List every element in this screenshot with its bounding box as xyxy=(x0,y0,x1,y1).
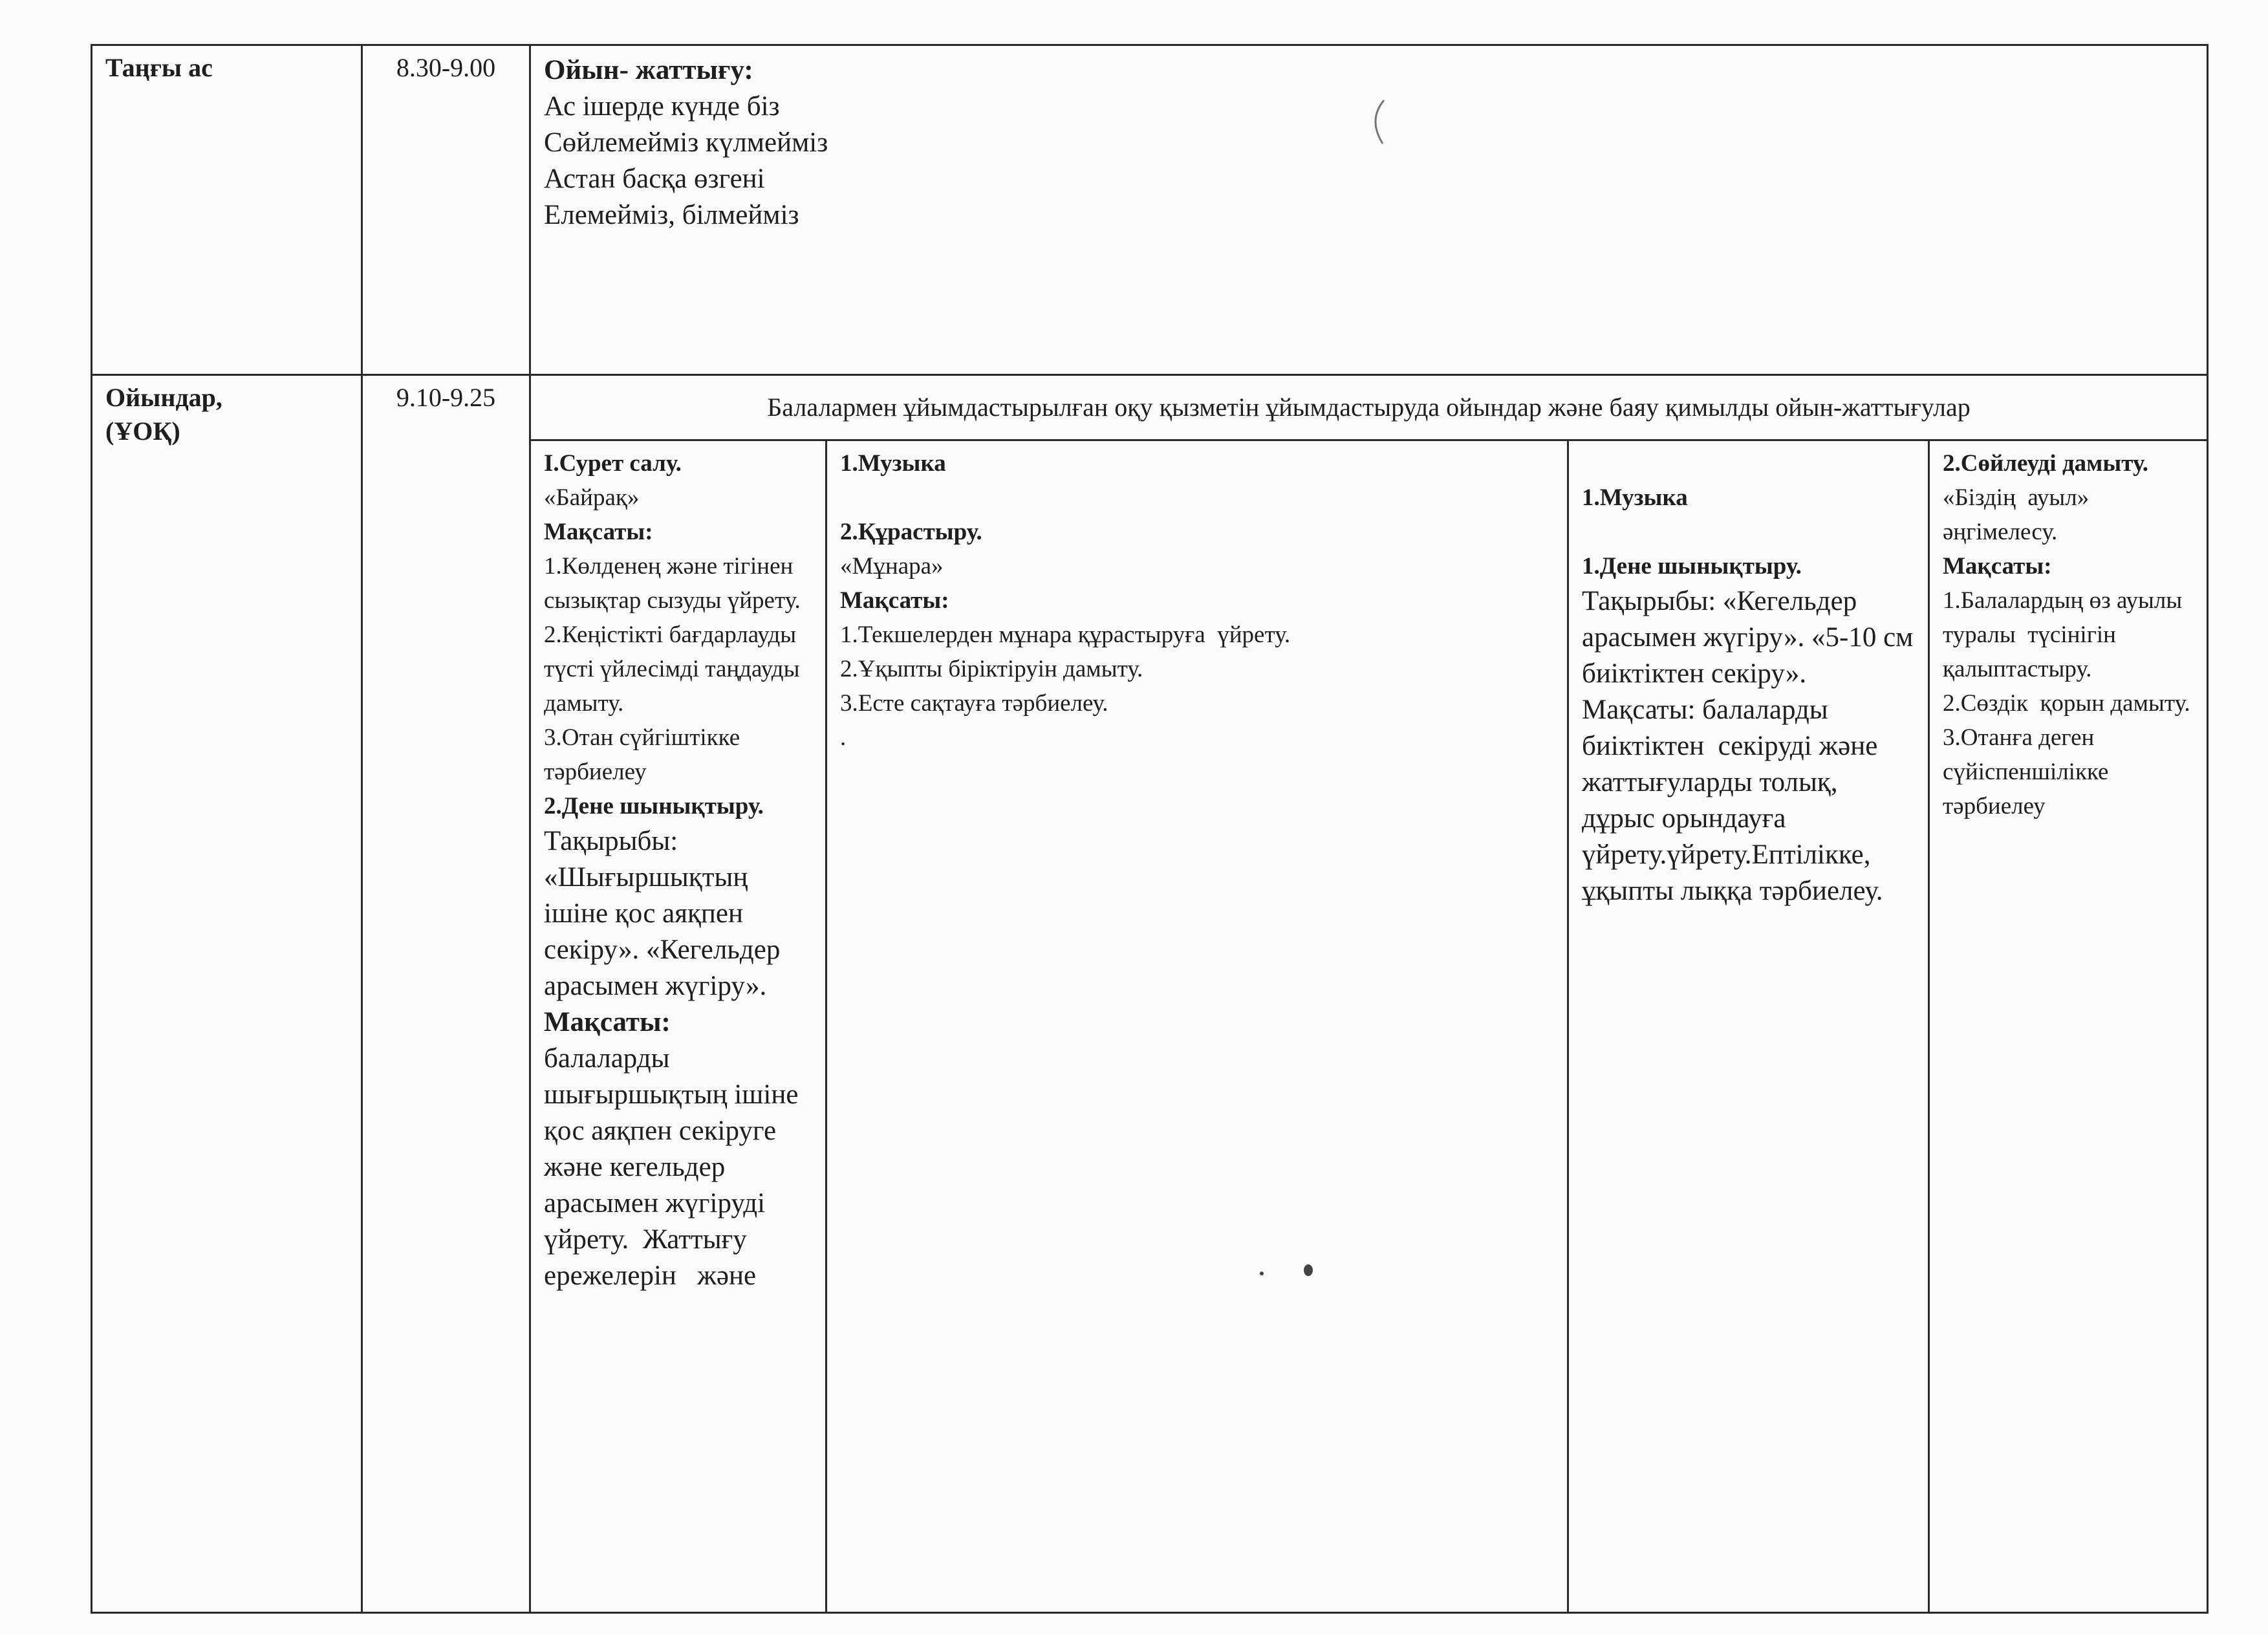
activity-text: 1.Дене шынықтыру. xyxy=(1582,553,1802,579)
activity-text: 1.Балалардың өз ауылы туралы түсінігін қалыптастыру. xyxy=(1943,587,2188,682)
activity-text: 1.Текшелерден мұнара құрастыруға үйрету. xyxy=(840,622,1291,648)
games-banner-text: Балалармен ұйымдастырылған оқу қызметін ұйымдастыруда ойындар және баяу қимылды ойын-жаттығулар xyxy=(767,393,1971,422)
activity-text: 1.Музыка xyxy=(840,450,946,477)
activity-text xyxy=(1582,446,1915,481)
games-time: 9.10-9.25 xyxy=(396,383,496,412)
activity-text: . xyxy=(840,724,847,751)
activity-text xyxy=(840,481,1554,515)
activity-text: I.Сурет салу. xyxy=(544,450,682,477)
activity-text: Мақсаты: xyxy=(544,519,653,545)
breakfast-activity-cell xyxy=(530,45,2208,375)
activity-text: 2.Құрастыру. xyxy=(840,519,982,545)
activity-cell-3 xyxy=(1568,440,1929,1613)
activity-cell-1 xyxy=(530,440,826,1613)
activity-text: 3.Есте сақтауға тәрбиелеу. xyxy=(840,690,1108,717)
activity-text: «Байрақ» xyxy=(544,484,640,511)
scan-speck xyxy=(1304,1264,1313,1276)
table-row-breakfast xyxy=(92,45,2208,375)
activity-text: балаларды шығыршықтың ішіне қос аяқпен секіруге және кегельдер арасымен жүгіруді үйрету. Жаттығу ережелерін және xyxy=(544,1043,806,1291)
activity-text: Тақырыбы: «Кегельдер арасымен жүгіру». «5-10 см биіктіктен секіру». xyxy=(1582,586,1921,689)
activity-text: 3.Отанға деген сүйіспеншілікке тәрбиелеу xyxy=(1943,724,2115,819)
games-label-line-2: (ҰОҚ) xyxy=(105,417,180,446)
activity-list-1 xyxy=(544,446,812,1294)
activity-text: Тақырыбы: «Шығыршықтың ішіне қос аяқпен секіру». «Кегельдер арасымен жүгіру». xyxy=(544,826,788,1001)
poem-line-3: Астан басқа өзгені xyxy=(544,164,765,194)
breakfast-time: 8.30-9.00 xyxy=(396,53,496,82)
breakfast-activity-title: Ойын- жаттығу: xyxy=(544,55,753,85)
activity-list-2 xyxy=(840,446,1554,755)
poem-line-4: Елемейміз, білмейміз xyxy=(544,200,799,230)
time-cell-breakfast xyxy=(362,45,530,375)
activity-list-3 xyxy=(1582,446,1921,909)
row-label-breakfast xyxy=(92,45,362,375)
activity-text xyxy=(1582,515,1915,549)
poem-line-1: Ас ішерде күнде біз xyxy=(544,91,780,122)
activity-text: 2.Ұқыпты біріктіруін дамыту. xyxy=(840,656,1143,682)
activity-text: 3.Отан сүйгіштікке тәрбиелеу xyxy=(544,724,746,785)
breakfast-label: Таңғы ас xyxy=(105,53,213,82)
table-row-games-banner xyxy=(92,375,2208,440)
scan-speck-small xyxy=(1260,1272,1264,1275)
row-label-games xyxy=(92,375,362,1613)
activity-text: 2.Сөздік қорын дамыту. xyxy=(1943,690,2190,717)
activity-cell-2 xyxy=(826,440,1568,1613)
games-label-line-1: Ойындар, xyxy=(105,383,222,412)
poem-line-2: Сөйлемейміз күлмейміз xyxy=(544,127,828,158)
time-cell-games xyxy=(362,375,530,1613)
activity-text: 1.Музыка xyxy=(1582,484,1688,511)
activity-text: Мақсаты: балаларды биіктіктен секіруді және жаттығуларды толық, дұрыс орындауға үйрету.үйрету.Ептілікке, ұқыпты лыққа тәрбиелеу. xyxy=(1582,695,1885,906)
activity-text: 2.Дене шынықтыру. xyxy=(544,793,764,819)
activity-text: 2.Кеңістікті бағдарлауды түсті үйлесімді таңдауды дамыту. xyxy=(544,622,806,717)
scan-mark xyxy=(1365,97,1390,149)
games-banner-cell xyxy=(530,375,2208,440)
activity-text: Мақсаты: xyxy=(1943,553,2052,579)
activity-text: 1.Көлденең және тігінен сызықтар сызуды үйрету. xyxy=(544,553,801,614)
activity-cell-4 xyxy=(1929,440,2208,1613)
activity-text: 2.Сөйлеуді дамыту. xyxy=(1943,450,2149,477)
activity-text: «Мұнара» xyxy=(840,553,944,579)
schedule-table xyxy=(91,44,2209,1614)
activity-list-4 xyxy=(1943,446,2194,823)
activity-text: Мақсаты: xyxy=(840,587,949,614)
activity-text: Мақсаты: xyxy=(544,1007,671,1037)
activity-text: «Біздің ауыл» әңгімелесу. xyxy=(1943,484,2095,545)
